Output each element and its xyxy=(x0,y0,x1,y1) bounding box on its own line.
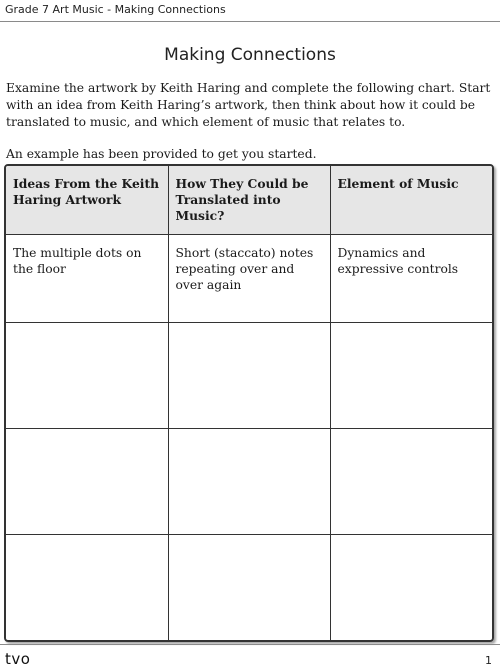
table-cell: The multiple dots on the floor xyxy=(6,235,168,323)
page-number: 1 xyxy=(485,654,492,667)
table-row xyxy=(6,323,492,429)
table-cell[interactable] xyxy=(168,323,330,429)
column-header-ideas: Ideas From the Keith Haring Artwork xyxy=(6,166,168,235)
table-cell[interactable] xyxy=(6,323,168,429)
header-title: Grade 7 Art Music - Making Connections xyxy=(5,3,226,16)
footer-divider xyxy=(0,644,500,645)
chart-table xyxy=(6,166,492,641)
table-row xyxy=(6,235,492,323)
table-cell[interactable] xyxy=(6,535,168,641)
table-cell[interactable] xyxy=(6,429,168,535)
column-header-translation: How They Could be Translated into Music? xyxy=(168,166,330,235)
table-cell[interactable] xyxy=(168,535,330,641)
instructions-text: Examine the artwork by Keith Haring and complete the following chart. Start with an idea from Keith Haring’s artwork, then think about how it could be translated to music, and which element of music that relates to. xyxy=(6,81,491,129)
table-cell[interactable] xyxy=(168,429,330,535)
table-row xyxy=(6,429,492,535)
table-cell: Short (staccato) notes repeating over and over again xyxy=(168,235,330,323)
connections-chart xyxy=(4,164,494,642)
example-note: An example has been provided to get you started. xyxy=(6,147,317,161)
table-cell[interactable] xyxy=(330,323,492,429)
table-cell: Dynamics and expressive controls xyxy=(330,235,492,323)
table-cell[interactable] xyxy=(330,429,492,535)
column-header-element: Element of Music xyxy=(330,166,492,235)
header-bar xyxy=(0,0,500,22)
table-row xyxy=(6,535,492,641)
table-header-row xyxy=(6,166,492,235)
page-title: Making Connections xyxy=(164,45,336,65)
tvo-logo: tvo xyxy=(5,650,31,668)
table-cell[interactable] xyxy=(330,535,492,641)
